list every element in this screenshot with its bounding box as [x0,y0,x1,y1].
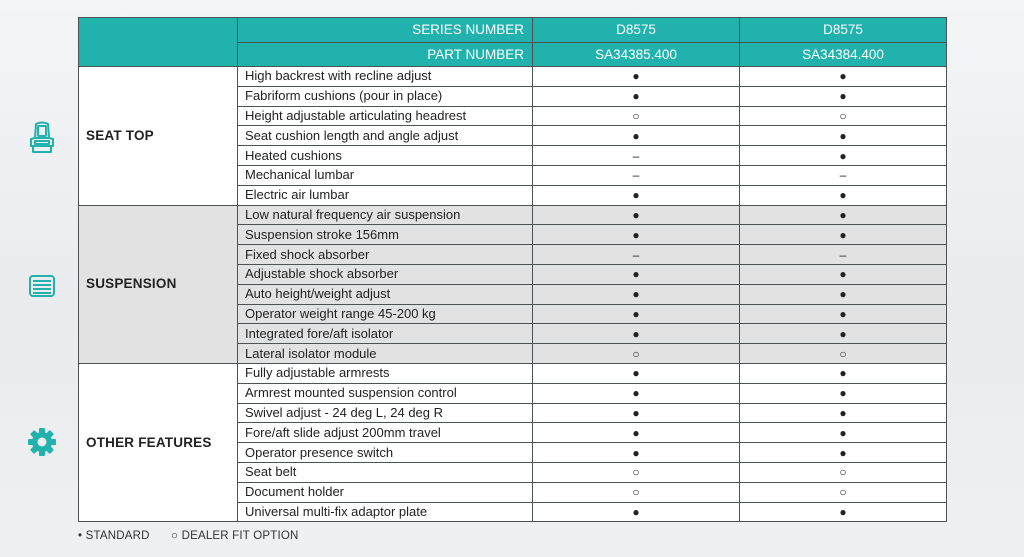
availability-cell-1: – [533,146,740,166]
group-other-features [79,363,947,521]
availability-cell-2: ● [740,363,947,383]
group-suspension [79,205,947,363]
spec-table [78,17,947,522]
availability-cell-1: – [533,245,740,265]
availability-cell-2: ● [740,205,947,225]
feature-name: Integrated fore/aft isolator [238,324,533,344]
availability-cell-1: ○ [533,482,740,502]
availability-cell-1: ● [533,225,740,245]
category-label: SEAT TOP [79,67,238,206]
feature-name: Heated cushions [238,146,533,166]
availability-cell-2: ● [740,304,947,324]
category-label: OTHER FEATURES [79,363,238,521]
availability-cell-1: ● [533,502,740,522]
part-value-1: SA34385.400 [533,42,740,67]
availability-cell-2: ● [740,423,947,443]
feature-name: Seat belt [238,462,533,482]
availability-cell-2: ● [740,443,947,463]
feature-name: Lateral isolator module [238,344,533,364]
table-row [79,67,947,87]
table-row [79,205,947,225]
suspension-icon [27,269,57,303]
legend-standard: • STANDARD [78,530,150,542]
feature-name: Low natural frequency air suspension [238,205,533,225]
availability-cell-1: ● [533,304,740,324]
availability-cell-2: ● [740,284,947,304]
series-label: SERIES NUMBER [238,18,533,43]
availability-cell-2: ● [740,185,947,205]
legend [78,530,317,542]
table-row [79,363,947,383]
gear-icon [27,425,57,459]
availability-cell-2: ● [740,225,947,245]
availability-cell-1: ○ [533,106,740,126]
availability-cell-2: ● [740,146,947,166]
feature-name: Operator weight range 45-200 kg [238,304,533,324]
feature-name: High backrest with recline adjust [238,67,533,87]
availability-cell-1: ● [533,423,740,443]
feature-name: Fixed shock absorber [238,245,533,265]
availability-cell-2: ○ [740,344,947,364]
availability-cell-1: ● [533,324,740,344]
availability-cell-1: ● [533,126,740,146]
availability-cell-2: ○ [740,462,947,482]
availability-cell-1: ● [533,264,740,284]
feature-name: Armrest mounted suspension control [238,383,533,403]
feature-name: Height adjustable articulating headrest [238,106,533,126]
table-header [79,18,947,67]
part-value-2: SA34384.400 [740,42,947,67]
availability-cell-2: ● [740,383,947,403]
availability-cell-1: ○ [533,344,740,364]
availability-cell-1: ● [533,185,740,205]
legend-dealer-fit: ○ DEALER FIT OPTION [171,530,299,542]
category-label: SUSPENSION [79,205,238,363]
availability-cell-2: – [740,165,947,185]
availability-cell-2: – [740,245,947,265]
availability-cell-1: ● [533,383,740,403]
availability-cell-1: ○ [533,462,740,482]
availability-cell-2: ● [740,86,947,106]
availability-cell-2: ● [740,502,947,522]
feature-name: Adjustable shock absorber [238,264,533,284]
part-label: PART NUMBER [238,42,533,67]
series-value-1: D8575 [533,18,740,43]
feature-name: Fore/aft slide adjust 200mm travel [238,423,533,443]
feature-name: Document holder [238,482,533,502]
header-corner [79,18,238,67]
feature-name: Fully adjustable armrests [238,363,533,383]
availability-cell-2: ○ [740,106,947,126]
availability-cell-1: ● [533,86,740,106]
feature-name: Auto height/weight adjust [238,284,533,304]
availability-cell-1: ● [533,403,740,423]
series-row [79,18,947,43]
availability-cell-2: ○ [740,482,947,502]
availability-cell-2: ● [740,324,947,344]
feature-name: Electric air lumbar [238,185,533,205]
feature-name: Mechanical lumbar [238,165,533,185]
availability-cell-2: ● [740,67,947,87]
availability-cell-1: ● [533,284,740,304]
feature-name: Suspension stroke 156mm [238,225,533,245]
feature-name: Seat cushion length and angle adjust [238,126,533,146]
feature-name: Operator presence switch [238,443,533,463]
feature-name: Swivel adjust - 24 deg L, 24 deg R [238,403,533,423]
feature-name: Fabriform cushions (pour in place) [238,86,533,106]
availability-cell-2: ● [740,126,947,146]
group-seat-top [79,67,947,206]
availability-cell-1: – [533,165,740,185]
feature-name: Universal multi-fix adaptor plate [238,502,533,522]
availability-cell-1: ● [533,363,740,383]
availability-cell-2: ● [740,264,947,284]
availability-cell-1: ● [533,443,740,463]
series-value-2: D8575 [740,18,947,43]
availability-cell-1: ● [533,205,740,225]
availability-cell-1: ● [533,67,740,87]
seat-icon [27,121,57,155]
availability-cell-2: ● [740,403,947,423]
